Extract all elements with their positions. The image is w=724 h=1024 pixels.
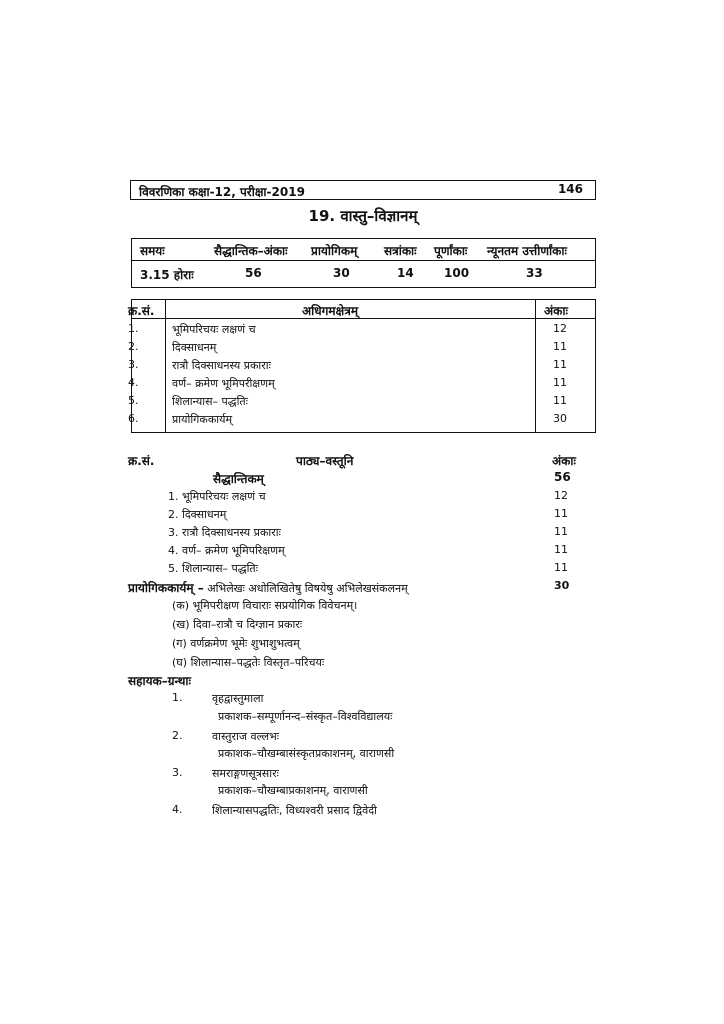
value-total: 100 — [444, 266, 470, 280]
row-topic: दिक्साधनम् — [172, 341, 217, 354]
row-number: 6. — [128, 412, 139, 425]
references-heading: सहायक–ग्रन्थाः — [128, 674, 191, 688]
row-topic: प्रायोगिककार्यम् — [172, 413, 233, 426]
theory-item-marks: 11 — [554, 561, 568, 574]
row-topic: रात्रौ दिक्साधनस्य प्रकाराः — [172, 359, 271, 372]
theory-marks: 56 — [554, 470, 571, 484]
header-title: विवरणिका कक्षा-12, परीक्षा-2019 — [139, 185, 305, 199]
header-total: पूर्णांकाः — [434, 244, 468, 258]
reference-book: शिलान्यासपद्धतिः, विध्यश्वरी प्रसाद द्विवेदी — [212, 804, 377, 817]
header-serial: क्र.सं. — [128, 304, 155, 318]
reference-book: वृहद्वास्तुमाला — [212, 692, 264, 705]
header-min-pass: न्यूनतम उत्तीर्णांकाः — [487, 244, 567, 258]
row-marks: 11 — [553, 340, 567, 353]
theory-item-marks: 11 — [554, 543, 568, 556]
value-min-pass: 33 — [526, 266, 543, 280]
theory-item: 5. शिलान्यास– पद्धतिः — [168, 562, 258, 575]
theory-heading: सैद्धान्तिकम् — [213, 472, 264, 486]
reference-number: 2. — [172, 729, 183, 742]
header-theory-marks: सैद्धान्तिक–अंकाः — [214, 244, 288, 258]
row-number: 5. — [128, 394, 139, 407]
header-divider — [132, 318, 595, 319]
value-time: 3.15 होराः — [140, 268, 194, 282]
header-sessional: सत्रांकाः — [384, 244, 417, 258]
practical-heading: प्रायोगिककार्यम् – — [128, 581, 204, 595]
practical-line — [128, 579, 408, 596]
page-header — [130, 180, 596, 200]
learning-areas-table — [128, 299, 596, 433]
header-time: समयः — [140, 244, 165, 258]
reference-book: समराङ्गणसूत्रसारः — [212, 767, 279, 780]
theory-item: 3. रात्रौ दिक्साधनस्य प्रकाराः — [168, 526, 281, 539]
theory-item-marks: 12 — [554, 489, 568, 502]
table-row — [128, 412, 595, 430]
row-marks: 11 — [553, 376, 567, 389]
reference-publisher: प्रकाशक–सम्पूर्णानन्द–संस्कृत–विश्वविद्यालयः — [218, 710, 393, 723]
table-row — [128, 322, 595, 340]
table-row — [128, 376, 595, 394]
row-marks: 11 — [553, 358, 567, 371]
header-learning-area: अधिगमक्षेत्रम् — [302, 304, 358, 318]
chapter-title: 19. वास्तु–विज्ञानम् — [308, 207, 418, 225]
practical-item: (ग) वर्णक्रमेण भूमेः शुभाशुभत्वम् — [172, 637, 300, 650]
table-row — [128, 358, 595, 376]
row-marks: 12 — [553, 322, 567, 335]
practical-item: (क) भूमिपरीक्षण विचाराः सप्रयोगिक विवेचनम्। — [172, 599, 358, 612]
syllabus-marks-header: अंकाः — [552, 454, 576, 468]
row-marks: 30 — [553, 412, 567, 425]
marks-scheme-table — [131, 238, 596, 288]
practical-item: (ख) दिवा–रात्रौ च दिग्ज्ञान प्रकारः — [172, 618, 303, 631]
row-number: 4. — [128, 376, 139, 389]
reference-number: 1. — [172, 691, 183, 704]
table-row — [128, 340, 595, 358]
row-marks: 11 — [553, 394, 567, 407]
header-marks: अंकाः — [544, 304, 568, 318]
row-topic: शिलान्यास– पद्धतिः — [172, 395, 248, 408]
row-topic: वर्ण– क्रमेण भूमिपरीक्षणम् — [172, 377, 275, 390]
value-theory: 56 — [245, 266, 262, 280]
practical-marks: 30 — [554, 579, 570, 592]
header-practical: प्रायोगिकम् — [311, 244, 358, 258]
reference-number: 4. — [172, 803, 183, 816]
row-number: 1. — [128, 322, 139, 335]
reference-number: 3. — [172, 766, 183, 779]
row-number: 3. — [128, 358, 139, 371]
reference-publisher: प्रकाशक–चौखम्बाप्रकाशनम्, वाराणसी — [218, 784, 368, 797]
practical-item: (घ) शिलान्यास–पद्धतेः विस्तृत–परिचयः — [172, 656, 325, 669]
value-practical: 30 — [333, 266, 350, 280]
table-row — [128, 394, 595, 412]
theory-item: 1. भूमिपरिचयः लक्षणं च — [168, 490, 266, 503]
theory-item: 4. वर्ण– क्रमेण भूमिपरिक्षणम् — [168, 544, 285, 557]
row-number: 2. — [128, 340, 139, 353]
syllabus-serial-header: क्र.सं. — [128, 454, 155, 468]
page-number: 146 — [557, 182, 583, 196]
value-sessional: 14 — [397, 266, 414, 280]
practical-description: अभिलेखः अधोलिखितेषु विषयेषु अभिलेखसंकलनम् — [207, 582, 408, 595]
row-topic: भूमिपरिचयः लक्षणं च — [172, 323, 256, 336]
syllabus-content-header: पाठ्य–वस्तूनि — [296, 454, 354, 468]
theory-item: 2. दिक्साधनम् — [168, 508, 227, 521]
theory-item-marks: 11 — [554, 525, 568, 538]
reference-book: वास्तुराज वल्लभः — [212, 730, 280, 743]
reference-publisher: प्रकाशक–चौखम्बासंस्कृतप्रकाशनम्, वाराणसी — [218, 747, 395, 760]
table-divider — [132, 260, 595, 261]
theory-item-marks: 11 — [554, 507, 568, 520]
